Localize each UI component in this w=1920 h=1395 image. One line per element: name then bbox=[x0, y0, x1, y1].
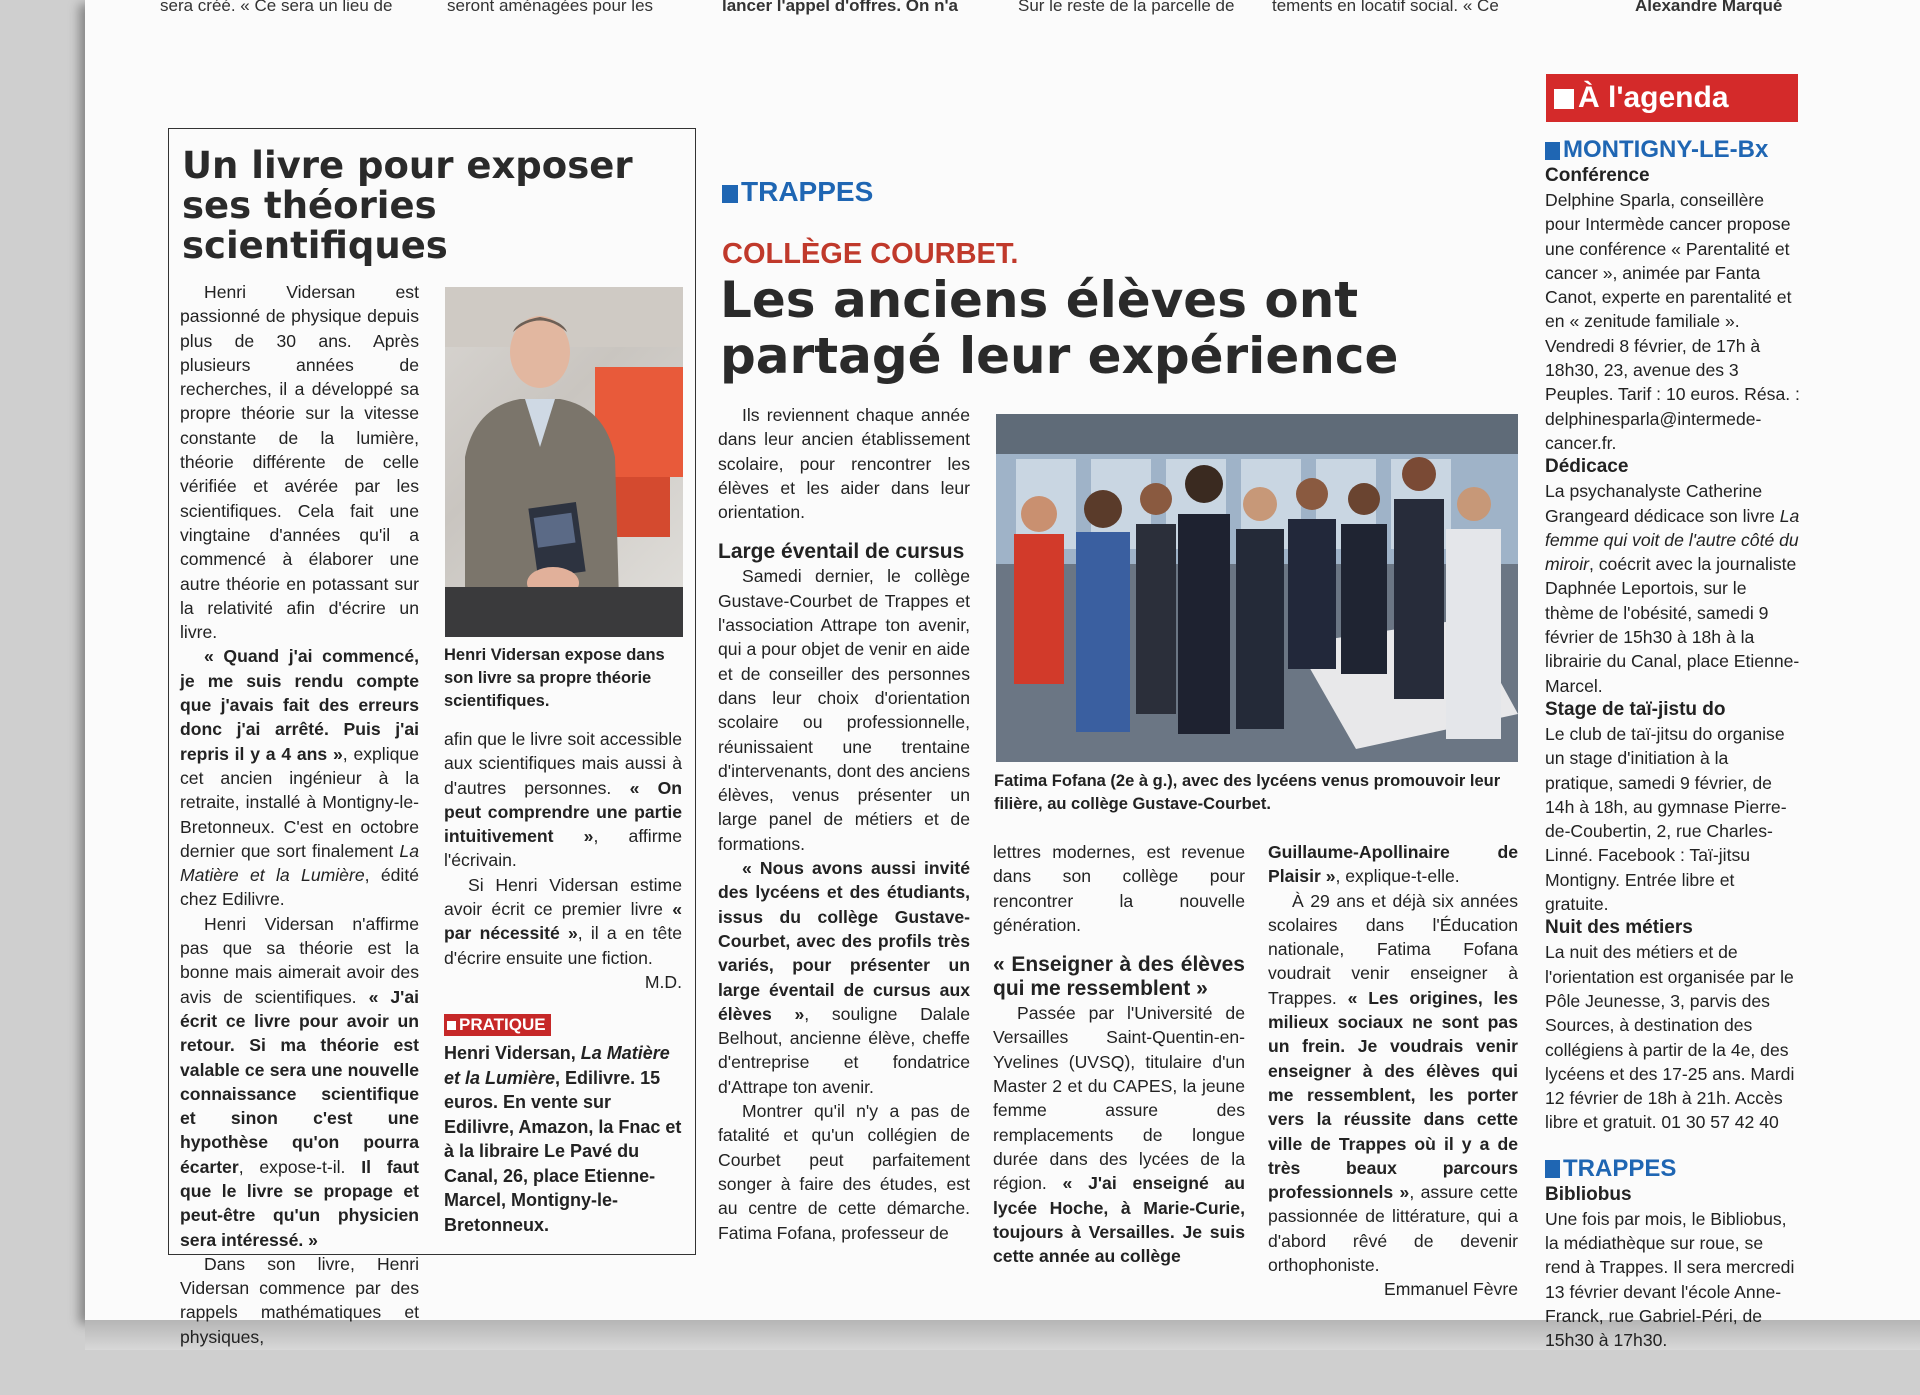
left-article-title: Un livre pour exposer ses théories scientifiques bbox=[182, 144, 633, 267]
top-strip-text-2: seront aménagées pour les bbox=[447, 0, 654, 15]
agenda-event-2-body: La psychanalyste Catherine Grangeard dédicace son livre La femme qui voit de l'autre côté du miroir, coécrit avec la journaliste Daphnée Leportois, sur le thème de l'obésité, samedi 9 février de 15h30 à 18h à la librairie du Canal, place Etienne-Marcel. bbox=[1545, 481, 1800, 696]
agenda-event-5-title: Bibliobus bbox=[1545, 1183, 1632, 1205]
agenda-title-bar: À l'agenda bbox=[1546, 74, 1798, 122]
left-article-paragraph-2: « Quand j'ai commencé, je me suis rendu compte que j'avais fait des erreurs donc j'ai arrêté. Puis j'ai repris il y a 4 ans », explique cet ancien ingénieur à la retraite, installé à Montigny-le-Bretonneux. C'est en octobre dernier que sort finalement La Matière et la Lumière, édité chez Edilivre. bbox=[180, 646, 419, 910]
pratique-label: PRATIQUE bbox=[444, 1014, 551, 1036]
main-article-column-1 bbox=[718, 403, 970, 1251]
top-strip-text-5: tements en locatif social. « Ce bbox=[1272, 0, 1499, 15]
left-article-column-2 bbox=[444, 727, 682, 994]
left-article-paragraph-6: Si Henri Vidersan estime avoir écrit ce premier livre « par nécessité », il a en tête d'écrire ensuite une fiction. bbox=[444, 874, 683, 968]
portrait-caption: Henri Vidersan expose dans son livre sa propre théorie scientifiques. bbox=[444, 646, 665, 710]
left-article-signature: M.D. bbox=[644, 971, 682, 992]
left-article-column-1 bbox=[180, 280, 420, 1347]
left-article-paragraph-4: Dans son livre, Henri Vidersan commence par des rappels mathématiques et physiques, bbox=[180, 1253, 419, 1347]
agenda-column bbox=[1545, 136, 1800, 1351]
pratique-square-icon bbox=[447, 1021, 456, 1030]
top-strip-byline: Alexandre Marqué bbox=[1635, 0, 1783, 15]
main-article-paragraph-5: Passée par l'Université de Versailles Saint-Quentin-en-Yvelines (UVSQ), titulaire d'un Master 2 et du CAPES, la jeune femme assure des remplacements de longue durée dans des lycées de la région. « J'ai enseigné au lycée Hoche, à Marie-Curie, toujours à Versailles. Je suis cette année au collège bbox=[993, 1003, 1246, 1267]
agenda-city-montigny: MONTIGNY-LE-Bx bbox=[1545, 136, 1800, 164]
agenda-event-1-body: Delphine Sparla, conseillère pour Intermède cancer propose une conférence « Parentalité et cancer », animée par Fanta Canot, experte en parentalité et en « zenitude familiale ». Vendredi 8 février, de 17h à 18h30, 23, avenue des 3 Peuples. Tarif : 10 euros. Résa. : delphinesparla@intermede-cancer.fr. bbox=[1545, 190, 1800, 453]
group-illustration bbox=[996, 414, 1518, 762]
main-article-column-2 bbox=[993, 840, 1246, 1267]
agenda-event-4-title: Nuit des métiers bbox=[1545, 917, 1693, 939]
main-article-paragraph-6: Guillaume-Apollinaire de Plaisir », explique-t-elle. bbox=[1268, 842, 1518, 887]
main-article-paragraph-2: « Nous avons aussi invité des lycéens et des étudiants, issus du collège Gustave-Courbet, avec des profils très variés, pour présenter un large éventail de cursus aux élèves », souligne Dalale Belhout, ancienne élève, cheffe d'entreprise et fondatrice d'Attrape ton avenir. bbox=[718, 858, 970, 1097]
main-article-kicker: COLLÈGE COURBET. bbox=[722, 238, 1019, 270]
main-article-paragraph-7: À 29 ans et déjà six années scolaires dans l'Éducation nationale, Fatima Fofana voudrait venir enseigner à Trappes. « Les origines, les milieux sociaux ne sont pas un frein. Je voudrais venir enseigner à des élèves qui me ressemblent, les porter vers la réussite dans cette ville de Trappes où il y a de très beaux parcours professionnels », assure cette passionnée de littérature, qui a d'abord rêvé de devenir orthophoniste. bbox=[1268, 890, 1519, 1276]
group-photo-caption: Fatima Fofana (2e à g.), avec des lycéens venus promouvoir leur filière, au collège Gustave-Courbet. bbox=[994, 772, 1501, 813]
main-article-headline: Les anciens élèves ont partagé leur expérience bbox=[720, 271, 1399, 385]
main-article-column-3 bbox=[1268, 840, 1518, 1302]
city-square-icon bbox=[722, 185, 738, 203]
man-holding-book-illustration bbox=[445, 287, 683, 637]
city-square-icon bbox=[1545, 142, 1560, 160]
main-article-lead: Ils reviennent chaque année dans leur ancien établissement scolaire, pour rencontrer les élèves et les aider dans leur orientation. bbox=[718, 405, 970, 523]
agenda-event-3-body: Le club de taï-jitsu do organise un stage d'initiation à la pratique, samedi 9 février, de 14h à 18h, au gymnase Pierre-de-Coubertin, 2, rue Charles-Linné. Facebook : Taï-jitsu Montigny. Entrée libre et gratuite. bbox=[1545, 723, 1787, 915]
pratique-text: Henri Vidersan, La Matière et la Lumière, Edilivre. 15 euros. En vente sur Edilivre, Amazon, la Fnac et à la libraire Le Pavé du Canal, 26, place Etienne-Marcel, Montigny-le-Bretonneux. bbox=[444, 1043, 682, 1235]
left-article-paragraph-5: afin que le livre soit accessible aux scientifiques mais aussi à d'autres personnes. « On peut comprendre une partie intuitivement », affirme l'écrivain. bbox=[444, 729, 683, 871]
main-article-paragraph-1: Samedi dernier, le collège Gustave-Courbet de Trappes et l'association Attrape ton avenir, qui a pour objet de venir en aide et de conseiller des personnes dans leur choix d'orientation scolaire ou professionnelle, réunissaient une trentaine d'intervenants, dont des anciens élèves, venus présenter un large panel de métiers et de formations. bbox=[718, 566, 970, 854]
left-article-paragraph-3: Henri Vidersan n'affirme pas que sa théorie est la bonne mais aimerait avoir des avis de scientifiques. « J'ai écrit ce livre pour avoir un retour. Si ma théorie est valable ce sera une nouvelle connaissance scientifique et sinon c'est une hypothèse qu'on pourra écarter, expose-t-il. Il faut que le livre se propage et peut-être qu'un physicien sera intéressé. » bbox=[180, 913, 420, 1250]
subheading-enseigner: « Enseigner à des élèves qui me ressemblent » bbox=[993, 953, 1245, 1001]
left-article-quote-1: « Quand j'ai commencé, je me suis rendu compte que j'avais fait des erreurs donc j'ai arrêté. Puis j'ai repris il y a 4 ans » bbox=[180, 646, 419, 764]
main-article-paragraph-4: lettres modernes, est revenue dans son collège pour rencontrer la nouvelle génération. bbox=[993, 842, 1245, 935]
subheading-large-eventail: Large éventail de cursus bbox=[718, 540, 965, 564]
agenda-event-5-body: Une fois par mois, le Bibliobus, la médiathèque sur roue, se rend à Trappes. Il sera mercredi 13 février devant l'école Anne-Franck, rue Gabriel-Péri, de 15h30 à 17h30. bbox=[1545, 1208, 1795, 1351]
left-article-paragraph-1: Henri Vidersan est passionné de physique depuis plus de 30 ans. Après plusieurs années de recherches, il a développé sa propre théorie sur la vitesse constante de la lumière, théorie différente de celle vérifiée et avérée par les scientifiques. Cela fait une vingtaine d'années qu'il a commencé à élaborer une autre théorie en potassant sur la relativité afin d'écrire un livre. bbox=[180, 282, 419, 643]
agenda-city-trappes: TRAPPES bbox=[1545, 1155, 1800, 1183]
top-strip-text-3: lancer l'appel d'offres. On n'a bbox=[722, 0, 959, 15]
portrait-photo bbox=[445, 287, 683, 637]
agenda-event-4-body: La nuit des métiers et de l'orientation est organisée par le Pôle Jeunesse, 3, parvis des Sources, à destination des collégiens à partir de la 4e, des lycéens et des 17-25 ans. Mardi 12 février de 18h à 21h. Accès libre et gratuit. 01 30 57 42 40 bbox=[1545, 942, 1795, 1133]
agenda-event-2-title: Dédicace bbox=[1545, 456, 1629, 478]
city-square-icon bbox=[1545, 1160, 1560, 1178]
agenda-event-1-title: Conférence bbox=[1545, 165, 1650, 186]
main-article-paragraph-3: Montrer qu'il n'y a pas de fatalité et qu'un collégien de Courbet peut parfaitement songer à faire des études, est au centre de cette démarche. Fatima Fofana, professeur de bbox=[718, 1101, 970, 1243]
agenda-square-icon bbox=[1554, 89, 1574, 109]
top-strip-text-1: sera créé. « Ce sera un lieu de bbox=[160, 0, 393, 15]
students-group-photo bbox=[996, 414, 1518, 762]
main-article-city-tag: TRAPPES bbox=[722, 176, 873, 208]
main-article-signature: Emmanuel Fèvre bbox=[1384, 1279, 1518, 1300]
agenda-event-3-title: Stage de taï-jistu do bbox=[1545, 698, 1726, 720]
top-strip-text-4: Sur le reste de la parcelle de bbox=[1018, 0, 1235, 15]
